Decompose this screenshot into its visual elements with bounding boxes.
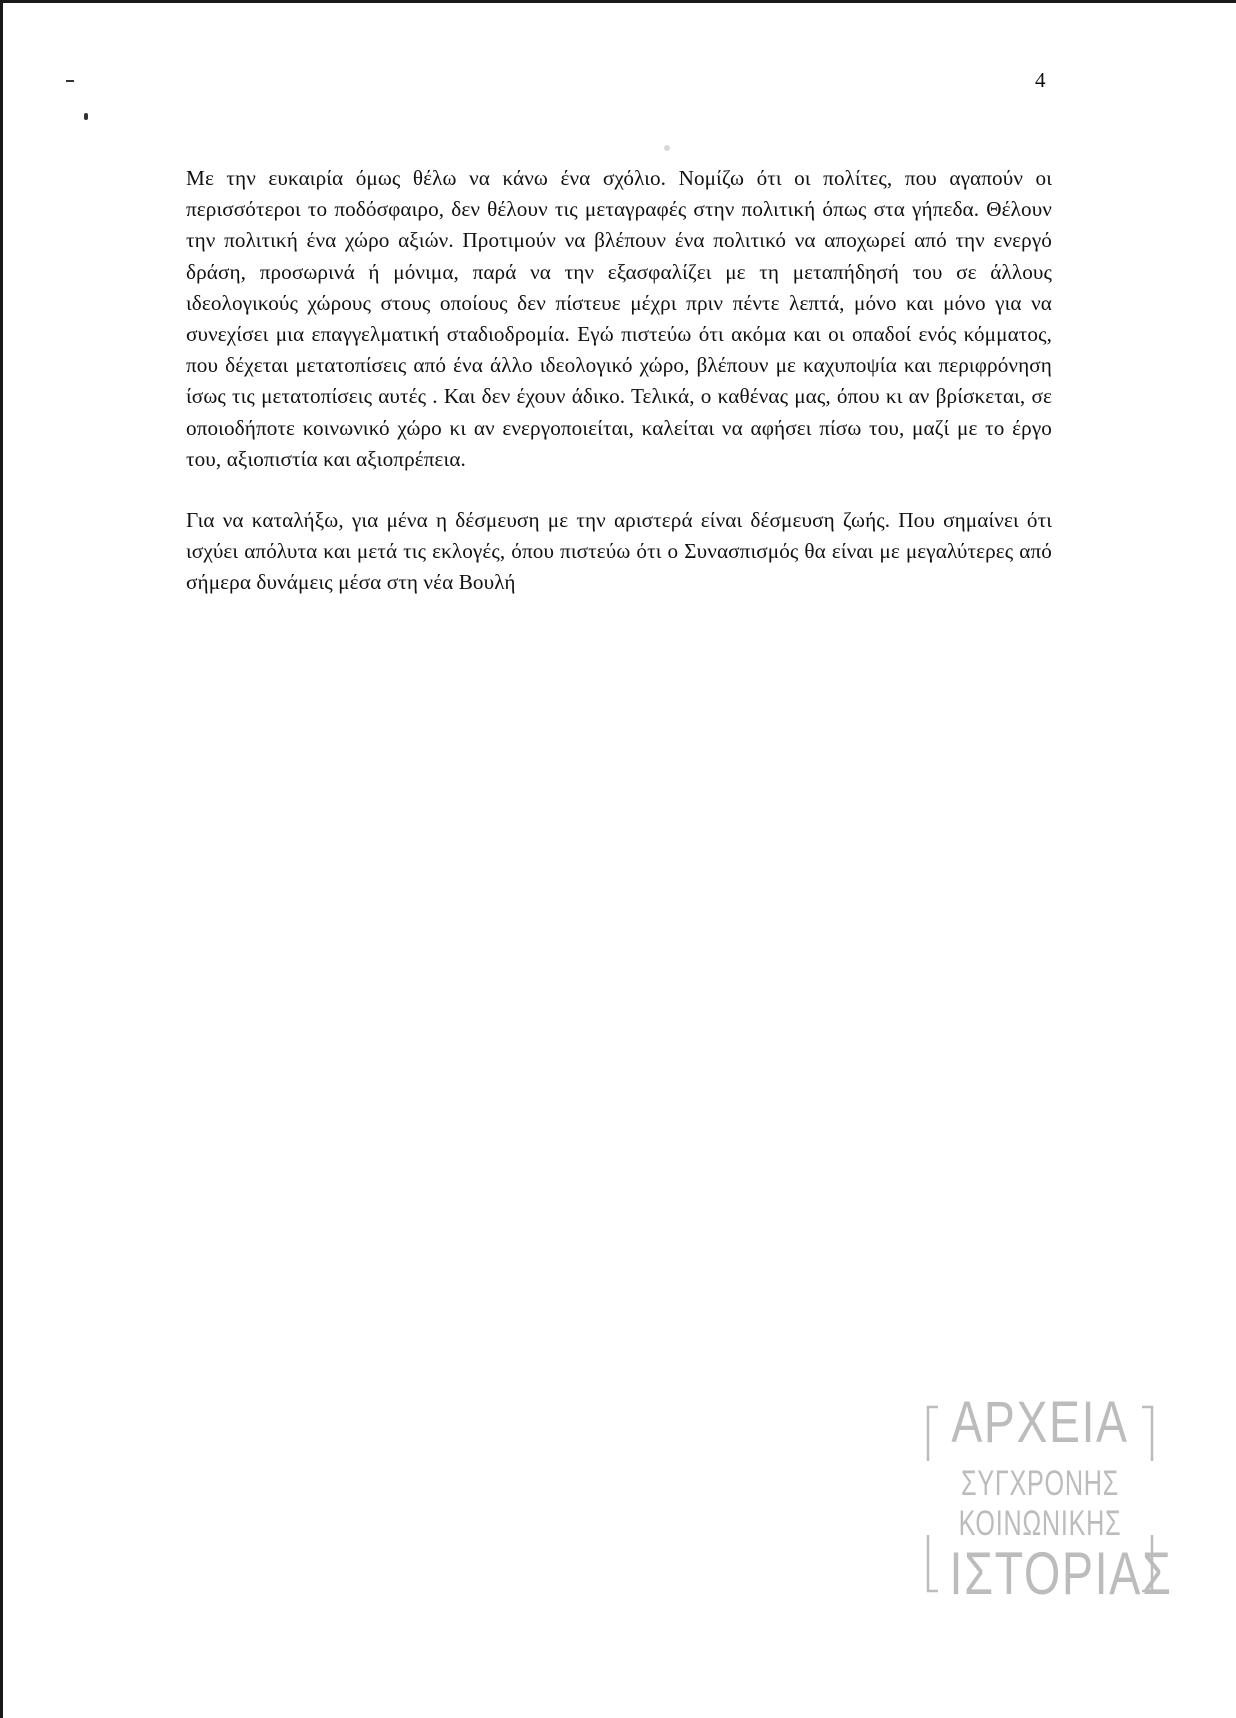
page-number: 4 bbox=[1035, 68, 1046, 92]
scan-edge-top bbox=[0, 0, 1236, 3]
stamp-line-history: ΙΣΤΟΡΙΑΣ bbox=[949, 1540, 1173, 1607]
scan-mark-dot bbox=[84, 113, 88, 120]
paragraph-2: Για να καταλήξω, για μένα η δέσμευση με την αριστερά είναι δέσμευση ζωής. Που σημαίνει ότι ισχύει απόλυτα και μετά τις εκλογές, όπου πιστεύω ότι ο Συνασπισμός θα είναι με μεγαλύτερες από σήμερα δυνάμεις μέσα στη νέα Βουλή bbox=[186, 508, 1052, 595]
document-body bbox=[186, 163, 1052, 599]
scan-mark-speck bbox=[664, 145, 670, 151]
scan-mark-dash bbox=[66, 80, 74, 82]
stamp-line-archives: ΑΡΧΕΙΑ bbox=[951, 1390, 1129, 1455]
archive-stamp-logo bbox=[924, 1385, 1173, 1607]
stamp-line-contemporary: ΣΥΓΧΡΟΝΗΣ bbox=[961, 1464, 1119, 1503]
scan-edge-left bbox=[0, 0, 3, 1718]
stamp-line-social: ΚΟΙΝΩΝΙΚΗΣ bbox=[958, 1504, 1122, 1543]
paragraph-1: Με την ευκαιρία όμως θέλω να κάνω ένα σχόλιο. Νομίζω ότι οι πολίτες, που αγαπούν οι περισσότεροι το ποδόσφαιρο, δεν θέλουν τις μεταγραφές στην πολιτική όπως στα γήπεδα. Θέλουν την πολιτική ένα χώρο αξιών. Προτιμούν να βλέπουν ένα πολιτικό να αποχωρεί από την ενεργό δράση, προσωρινά ή μόνιμα, παρά να την εξασφαλίζει με τη μεταπήδησή του σε άλλους ιδεολογικούς χώρους στους οποίους δεν πίστευε μέχρι πριν πέντε λεπτά, μόνο και μόνο για να συνεχίσει μια επαγγελματική σταδιοδρομία. Εγώ πιστεύω ότι ακόμα και οι οπαδοί ενός κόμματος, που δέχεται μετατοπίσεις από ένα άλλο ιδεολογικό χώρο, βλέπουν με καχυποψία και περιφρόνηση ίσως τις μετατοπίσεις αυτές . Και δεν έχουν άδικο. Τελικά, ο καθένας μας, όπου κι αν βρίσκεται, σε οποιοδήποτε κοινωνικό χώρο κι αν ενεργοποιείται, καλείται να αφήσει πίσω του, μαζί με το έργο του, αξιοπιστία και αξιοπρέπεια. bbox=[186, 166, 1052, 471]
